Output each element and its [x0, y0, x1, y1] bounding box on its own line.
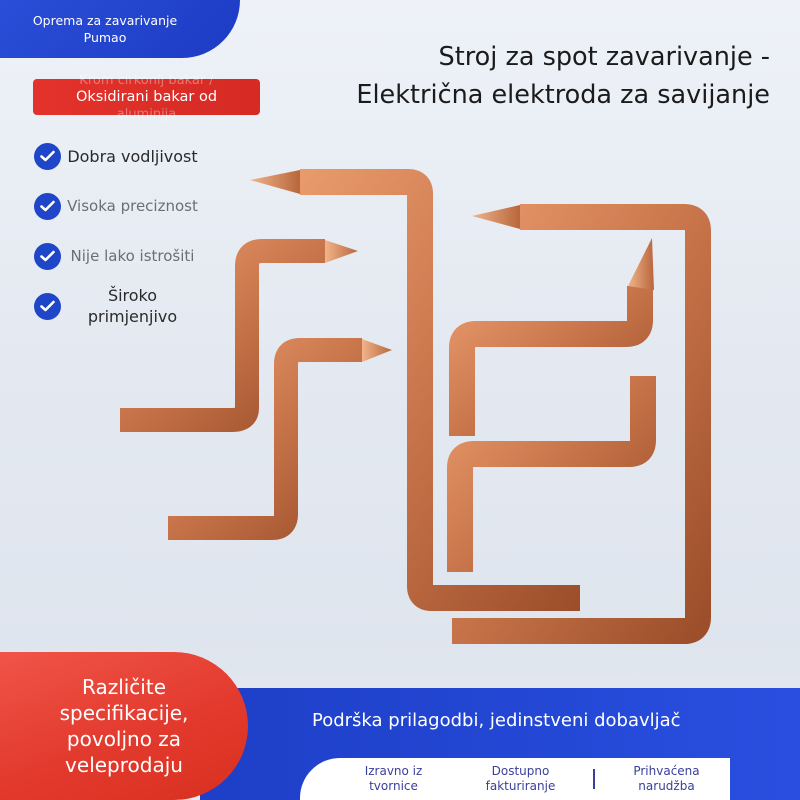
feature-label: Široko primjenjivo — [87, 286, 178, 326]
electrode-large-left — [300, 182, 580, 598]
info-orders-accepted: Prihvaćena narudžba — [633, 764, 700, 793]
electrode-small-4 — [460, 376, 643, 572]
feature-label: Nije lako istrošiti — [70, 246, 195, 265]
material-faint-top: Krom cirkonij bakar / — [79, 72, 214, 88]
info-divider — [593, 769, 595, 789]
title-line-1: Stroj za spot zavarivanje - — [438, 42, 770, 72]
info-invoicing: Dostupno fakturiranje — [485, 764, 556, 793]
feature-label: Visoka preciznost — [67, 196, 198, 215]
info-factory-direct: Izravno iz tvornice — [364, 764, 423, 793]
electrode-small-2 — [168, 350, 362, 528]
material-faint-bottom: aluminija — [116, 106, 177, 122]
material-main-line: Oksidirani bakar od — [75, 88, 218, 105]
feature-label: Dobra vodljivost — [67, 146, 198, 166]
electrode-large-right — [452, 217, 698, 631]
title-line-2: Električna elektroda za savijanje — [356, 80, 770, 110]
brand-name: Oprema za zavarivanje Pumao — [32, 13, 178, 45]
electrode-small-3 — [462, 286, 640, 436]
info-strip — [300, 758, 730, 800]
promo-text: Različite specifikacije, povoljno za veleprodaju — [59, 675, 189, 777]
support-text: Podrška prilagodbi, jedinstveni dobavljač — [312, 710, 681, 731]
promo-badge — [0, 652, 248, 800]
